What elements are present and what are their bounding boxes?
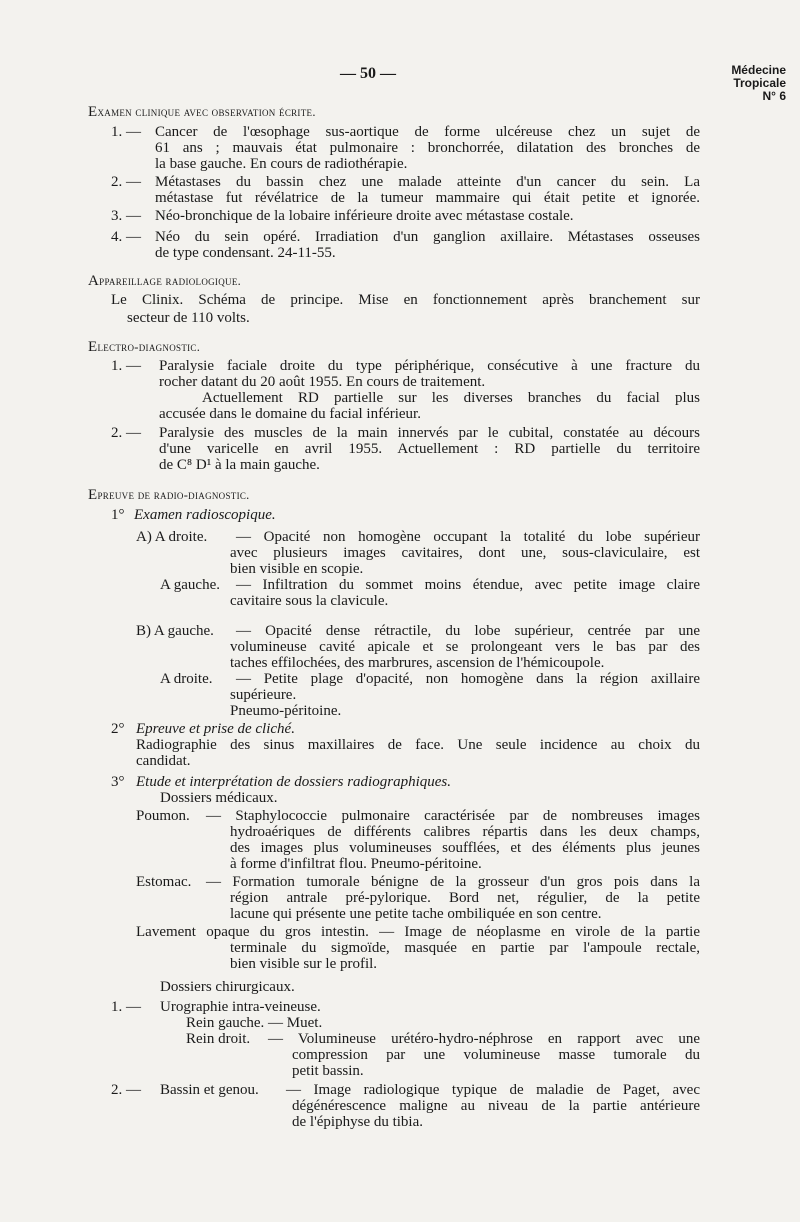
journal-label bbox=[731, 64, 786, 103]
paragraph-line: — Opacité non homogène occupant la totalité du lobe supérieur bbox=[236, 529, 700, 545]
paragraph-line: terminale du sigmoïde, masquée en partie par l'ampoule rectale, bbox=[230, 940, 700, 956]
paragraph-line: Dossiers chirurgicaux. bbox=[160, 979, 295, 995]
entry-label: Bassin et genou. bbox=[160, 1082, 259, 1098]
paragraph-line: — Staphylococcie pulmonaire caractérisée par de nombreuses images bbox=[206, 808, 700, 824]
paragraph-line: — Petite plage d'opacité, non homogène dans la région axillaire bbox=[236, 671, 700, 687]
journal-line: N° 6 bbox=[762, 89, 786, 103]
paragraph-line: rocher datant du 20 août 1955. En cours de traitement. bbox=[159, 374, 486, 390]
section-title-electro: Electro-diagnostic. bbox=[88, 339, 201, 355]
entry-label: Rein droit. bbox=[186, 1031, 251, 1047]
item-number: 4. — bbox=[111, 229, 141, 245]
paragraph-line: Paralysie des muscles de la main innervés par le cubital, constatée au décours bbox=[159, 425, 700, 441]
section-title-epreuve: Epreuve de radio-diagnostic. bbox=[88, 487, 250, 503]
paragraph-line: — Formation tumorale bénigne de la grosseur d'un gros pois dans la bbox=[206, 874, 700, 890]
paragraph-line: cavitaire sous la clavicule. bbox=[230, 593, 389, 609]
entry-label: Estomac. bbox=[136, 874, 192, 890]
paragraph-line: à forme d'infiltrat flou. Pneumo-péritoine. bbox=[230, 856, 482, 872]
paragraph-line: Le Clinix. Schéma de principe. Mise en fonctionnement après branchement sur bbox=[111, 292, 700, 308]
paragraph-line: candidat. bbox=[136, 753, 191, 769]
item-number: 2. — bbox=[111, 1082, 141, 1098]
paragraph-line: Paralysie faciale droite du type périphérique, consécutive à une fracture du bbox=[159, 358, 700, 374]
journal-line: Médecine bbox=[731, 63, 786, 77]
paragraph-line: de type condensant. 24-11-55. bbox=[155, 245, 336, 261]
paragraph-line: Pneumo-péritoine. bbox=[230, 703, 342, 719]
paragraph-line: Rein gauche. — Muet. bbox=[186, 1015, 323, 1031]
paragraph-line: Néo du sein opéré. Irradiation d'un ganglion axillaire. Métastases osseuses bbox=[155, 229, 700, 245]
paragraph-line: métastase fut révélatrice de la tumeur mammaire qui était petite et ignorée. bbox=[155, 190, 700, 206]
paragraph-line: 61 ans ; mauvais état pulmonaire : bronchorrée, dilatation des bronches de bbox=[155, 140, 700, 156]
paragraph-line: — Infiltration du sommet moins étendue, avec petite image claire bbox=[236, 577, 700, 593]
paragraph-line: Radiographie des sinus maxillaires de face. Une seule incidence au choix du bbox=[136, 737, 700, 753]
paragraph-line: lacune qui présente une petite tache ombiliquée en son centre. bbox=[230, 906, 602, 922]
paragraph-line: Néo-bronchique de la lobaire inférieure droite avec métastase costale. bbox=[155, 208, 574, 224]
paragraph-line: dégénérescence maligne au niveau de la partie antérieure bbox=[292, 1098, 700, 1114]
entry-label: A gauche. bbox=[160, 577, 220, 593]
paragraph-line: des images plus volumineuses soufflées, et des éléments plus jeunes bbox=[230, 840, 700, 856]
subsection-number: 2° bbox=[111, 721, 125, 737]
paragraph-line: d'une varicelle en avril 1955. Actuellement : RD partielle du territoire bbox=[159, 441, 700, 457]
paragraph-line: avec plusieurs images cavitaires, dont une, sous-claviculaire, est bbox=[230, 545, 700, 561]
entry-label: Poumon. bbox=[136, 808, 190, 824]
subsection-title: Examen radioscopique. bbox=[134, 507, 276, 523]
paragraph-line: — Volumineuse urétéro-hydro-néphrose en rapport avec une bbox=[268, 1031, 700, 1047]
subsection-number: 3° bbox=[111, 774, 125, 790]
item-number: 1. — bbox=[111, 358, 141, 374]
journal-line: Tropicale bbox=[733, 76, 786, 90]
paragraph-line: région antrale pré-pylorique. Bord net, régulier, de la petite bbox=[230, 890, 700, 906]
page-number: — 50 — bbox=[340, 65, 396, 82]
item-number: 3. — bbox=[111, 208, 141, 224]
section-title-examen: Examen clinique avec observation écrite. bbox=[88, 104, 316, 120]
paragraph-line: la base gauche. En cours de radiothérapie. bbox=[155, 156, 408, 172]
entry-label: B) A gauche. bbox=[136, 623, 214, 639]
paragraph-line: Lavement opaque du gros intestin. — Image de néoplasme en virole de la partie bbox=[136, 924, 700, 940]
paragraph-line: volumineuse cavité apicale et se prolongeant vers le bas par des bbox=[230, 639, 700, 655]
paragraph-line: bien visible sur le profil. bbox=[230, 956, 378, 972]
section-title-appareillage: Appareillage radiologique. bbox=[88, 273, 242, 289]
entry-label: A) A droite. bbox=[136, 529, 208, 545]
paragraph-line: — Image radiologique typique de maladie de Paget, avec bbox=[286, 1082, 700, 1098]
item-number: 2. — bbox=[111, 174, 141, 190]
item-number: 2. — bbox=[111, 425, 141, 441]
paragraph-line: Dossiers médicaux. bbox=[160, 790, 278, 806]
subsection-title: Epreuve et prise de cliché. bbox=[136, 721, 295, 737]
paragraph-line: Cancer de l'œsophage sus-aortique de forme ulcéreuse chez un sujet de bbox=[155, 124, 700, 140]
item-number: 1. — bbox=[111, 124, 141, 140]
paragraph-line: de C⁸ D¹ à la main gauche. bbox=[159, 457, 320, 473]
paragraph-line: secteur de 110 volts. bbox=[127, 310, 250, 326]
paragraph-line: — Opacité dense rétractile, du lobe supérieur, centrée par une bbox=[236, 623, 700, 639]
paragraph-line: petit bassin. bbox=[292, 1063, 364, 1079]
paragraph-line: de l'épiphyse du tibia. bbox=[292, 1114, 424, 1130]
paragraph-line: accusée dans le domaine du facial inférieur. bbox=[159, 406, 421, 422]
paragraph-line: supérieure. bbox=[230, 687, 297, 703]
subsection-title: Etude et interprétation de dossiers radiographiques. bbox=[136, 774, 451, 790]
paragraph-line: Métastases du bassin chez une malade atteinte d'un cancer du sein. La bbox=[155, 174, 700, 190]
entry-label: A droite. bbox=[160, 671, 213, 687]
paragraph-line: Urographie intra-veineuse. bbox=[160, 999, 321, 1015]
paragraph-line: Actuellement RD partielle sur les diverses branches du facial plus bbox=[202, 390, 700, 406]
paragraph-line: bien visible en scopie. bbox=[230, 561, 364, 577]
item-number: 1. — bbox=[111, 999, 141, 1015]
subsection-number: 1° bbox=[111, 507, 125, 523]
paragraph-line: compression par une volumineuse masse tumorale du bbox=[292, 1047, 700, 1063]
paragraph-line: taches effilochées, des marbrures, ascension de l'hémicoupole. bbox=[230, 655, 605, 671]
paragraph-line: hydroaériques de différents calibres répartis dans les deux champs, bbox=[230, 824, 700, 840]
